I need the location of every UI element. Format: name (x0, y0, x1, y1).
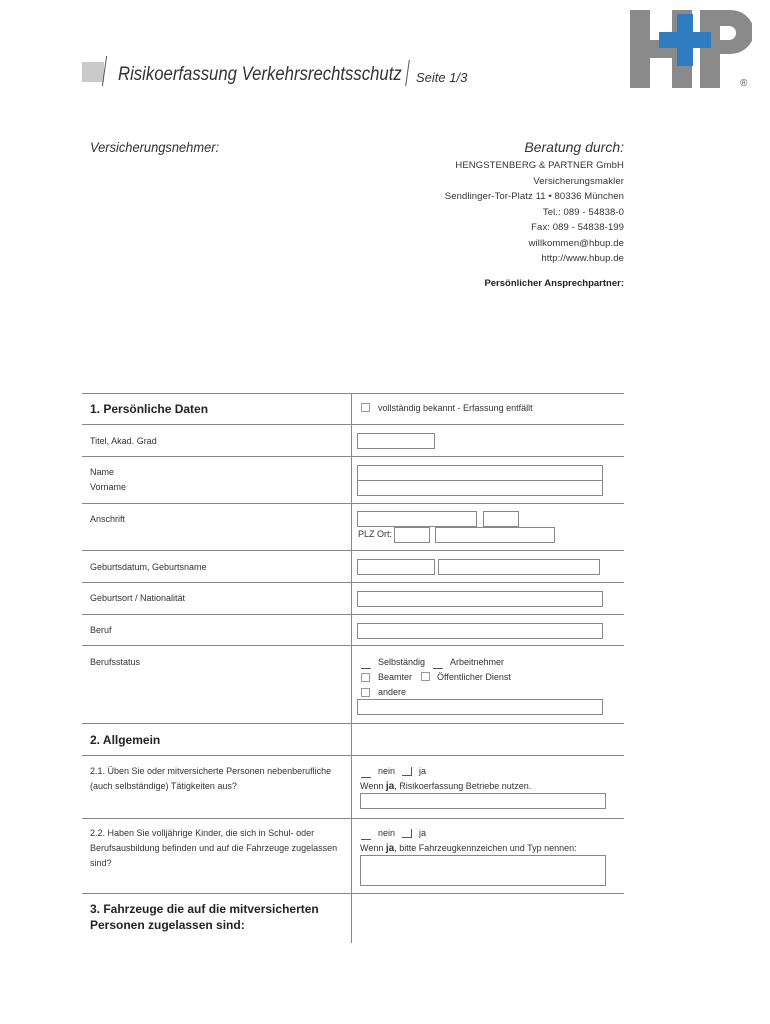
academic-title-field[interactable] (357, 433, 435, 449)
q2-no-label: nein (378, 828, 396, 838)
known-checkbox[interactable] (361, 403, 370, 412)
policyholder-label: Versicherungsnehmer: (90, 139, 220, 155)
question-2-2-line3: sind? (90, 858, 112, 868)
city-field[interactable] (435, 527, 555, 543)
section-vehicles-title-line2: Personen zugelassen sind: (90, 918, 245, 932)
birthplace-field[interactable] (357, 591, 603, 607)
broker-tel: Tel.: 089 - 54838-0 (542, 206, 624, 218)
divider (82, 393, 624, 394)
other-checkbox[interactable] (361, 688, 370, 697)
q2-yes-label: ja (419, 828, 427, 838)
divider (82, 723, 624, 724)
hp-logo (630, 10, 752, 90)
academic-title-label: Titel, Akad. Grad (90, 436, 157, 446)
contact-person-label: Persönlicher Ansprechpartner: (484, 278, 624, 289)
broker-email[interactable]: willkommen@hbup.de (528, 237, 624, 249)
public-service-checkbox[interactable] (421, 672, 430, 681)
other-label: andere (378, 687, 407, 697)
question-2-2-line1: 2.2. Haben Sie volljährige Kinder, die sich in Schul- oder (90, 828, 315, 838)
registered-mark: ® (740, 78, 748, 89)
birthplace-label: Geburtsort / Nationalität (90, 593, 186, 603)
question-2-1-line1: 2.1. Üben Sie oder mitversicherte Personen nebenberufliche (90, 766, 332, 776)
q2-no-checkbox[interactable] (361, 832, 371, 840)
zip-city-label: PLZ Ort: (358, 529, 393, 539)
address-label: Anschrift (90, 514, 126, 524)
advice-by-label: Beratung durch: (524, 139, 624, 155)
name-label: Name (90, 467, 115, 477)
page-title: Risikoerfassung Verkehrsrechtsschutz (118, 64, 402, 85)
civil-servant-checkbox[interactable] (361, 673, 370, 682)
employee-label: Arbeitnehmer (450, 657, 505, 667)
firstname-field[interactable] (357, 480, 603, 496)
q1-hint: Wenn ja, Risikoerfassung Betriebe nutzen. (360, 781, 532, 792)
broker-role: Versicherungsmakler (533, 175, 624, 187)
header-decor-square (82, 62, 104, 82)
selfemployed-checkbox[interactable] (361, 661, 371, 669)
broker-name: HENGSTENBERG & PARTNER GmbH (455, 160, 624, 171)
job-label: Beruf (90, 625, 112, 635)
other-status-field[interactable] (357, 699, 603, 715)
section-general-title: 2. Allgemein (90, 733, 161, 747)
divider (82, 456, 624, 457)
broker-web[interactable]: http://www.hbup.de (541, 253, 624, 264)
header-divider (405, 60, 410, 86)
zip-field[interactable] (394, 527, 430, 543)
status-label: Berufsstatus (90, 657, 141, 667)
birthname-field[interactable] (438, 559, 600, 575)
q1-no-checkbox[interactable] (361, 770, 371, 778)
q1-yes-label: ja (419, 766, 427, 776)
broker-address (324, 158, 624, 267)
section-vehicles-title-line1: 3. Fahrzeuge die auf die mitversicherten (90, 902, 319, 916)
column-divider (351, 393, 352, 943)
selfemployed-label: Selbständig (378, 657, 426, 667)
house-number-field[interactable] (483, 511, 519, 527)
divider (82, 755, 624, 756)
broker-street: Sendlinger-Tor-Platz 11 • 80336 München (444, 191, 624, 202)
q1-no-label: nein (378, 766, 396, 776)
known-option-label: vollständig bekannt - Erfassung entfällt (378, 403, 533, 413)
birthdate-field[interactable] (357, 559, 435, 575)
question-2-1-line2: (auch selbständige) Tätigkeiten aus? (90, 781, 237, 791)
q1-yes-checkbox[interactable] (402, 767, 412, 776)
public-service-label: Öffentlicher Dienst (437, 672, 511, 682)
divider (82, 550, 624, 551)
q2-hint: Wenn ja, bitte Fahrzeugkennzeichen und Typ nennen: (360, 843, 577, 854)
question-2-2-line2: Berufsausbildung befinden und auf die Fahrzeuge zugelassen (90, 843, 338, 853)
job-field[interactable] (357, 623, 603, 639)
section-personal-title: 1. Persönliche Daten (90, 402, 209, 416)
divider (82, 893, 624, 894)
divider (82, 503, 624, 504)
divider (82, 424, 624, 425)
name-field[interactable] (357, 465, 603, 481)
q1-details-field[interactable] (360, 793, 606, 809)
divider (82, 645, 624, 646)
street-field[interactable] (357, 511, 477, 527)
page-number: Seite 1/3 (416, 70, 468, 85)
divider (82, 582, 624, 583)
firstname-label: Vorname (90, 482, 127, 492)
broker-fax: Fax: 089 - 54838-199 (531, 222, 624, 233)
divider (82, 818, 624, 819)
q2-details-field[interactable] (360, 855, 606, 886)
q2-yes-checkbox[interactable] (402, 829, 412, 838)
birth-label: Geburtsdatum, Geburtsname (90, 562, 207, 572)
civil-servant-label: Beamter (378, 672, 413, 682)
divider (82, 614, 624, 615)
employee-checkbox[interactable] (433, 661, 443, 669)
